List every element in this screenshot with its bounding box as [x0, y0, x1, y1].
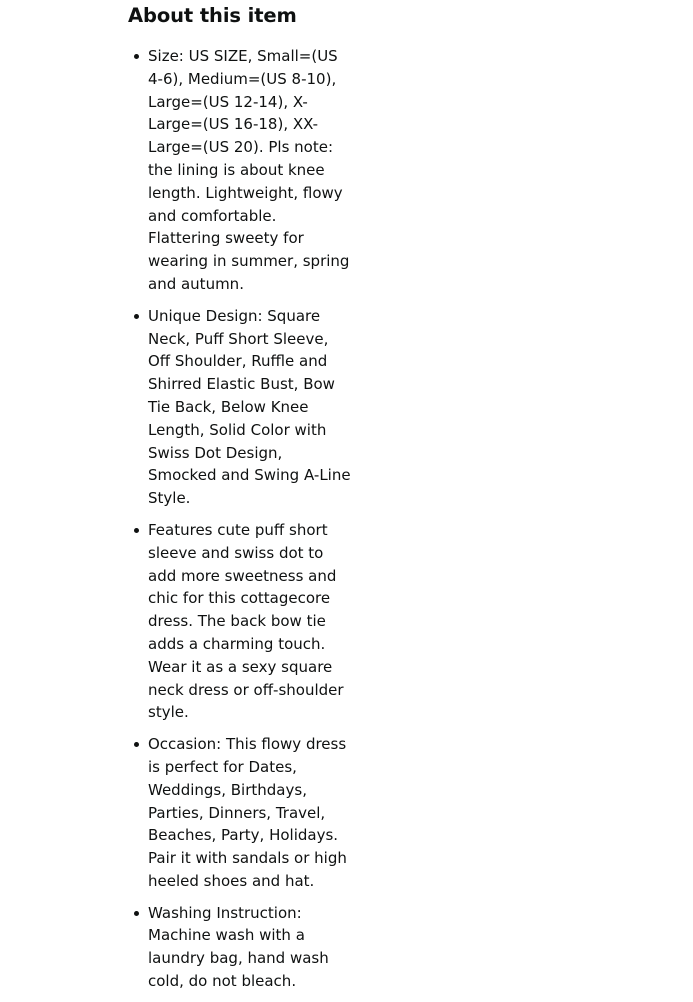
feature-bullet — [128, 733, 353, 893]
feature-bullet-text: Occasion: This flowy dress is perfect for Dates, Weddings, Birthdays, Parties, Dinners, Travel, Beaches, Party, Holidays. Pair it with sandals or high heeled shoes and hat. — [148, 735, 347, 890]
feature-bullet-text: Size: US SIZE, Small=(US 4-6), Medium=(US 8-10), Large=(US 12-14), X-Large=(US 16-18), XX-Large=(US 20). Pls note: the lining is about knee length. Lightweight, flowy and comfortable. Flattering sweety for wearing in summer, spring and autumn. — [148, 47, 350, 293]
feature-bullet-text: Unique Design: Square Neck, Puff Short Sleeve, Off Shoulder, Ruffle and Shirred Elastic Bust, Bow Tie Back, Below Knee Length, Solid Color with Swiss Dot Design, Smocked and Swing A-Line Style. — [148, 306, 351, 508]
about-this-item-section — [128, 0, 368, 991]
feature-bullet-text: Features cute puff short sleeve and swiss dot to add more sweetness and chic for this cottagecore dress. The back bow tie adds a charming touch. Wear it as a sexy square neck dress or off-shoulder style. — [148, 520, 344, 722]
bullet-dot-icon — [134, 911, 139, 916]
bullet-dot-icon — [134, 54, 139, 59]
feature-bullet — [128, 305, 353, 510]
bullet-dot-icon — [134, 528, 139, 533]
feature-bullet-text: Washing Instruction: Machine wash with a laundry bag, hand wash cold, do not bleach. — [148, 903, 329, 991]
feature-bullet — [128, 45, 353, 296]
bullet-dot-icon — [134, 314, 139, 319]
feature-bullet-list — [128, 45, 368, 1002]
section-title: About this item — [128, 4, 297, 27]
bullet-dot-icon — [134, 742, 139, 747]
feature-bullet — [128, 519, 353, 724]
feature-bullet — [128, 902, 353, 993]
